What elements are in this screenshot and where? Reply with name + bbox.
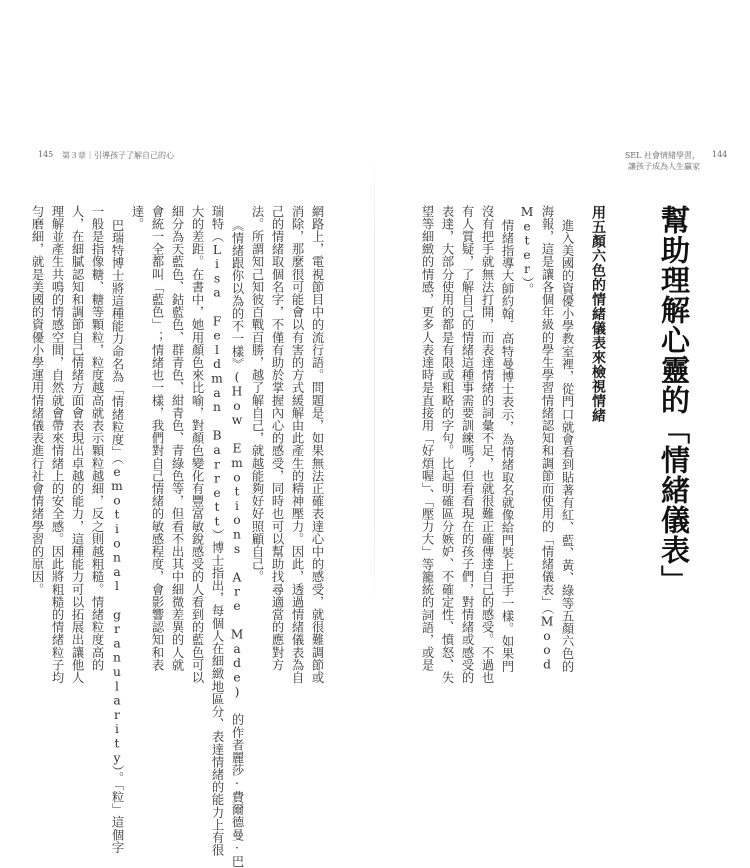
left-page-number: 145 <box>38 150 54 159</box>
text-column: 瑞特（Lisa Feldman Barrett）博士指出，每個人在細緻地區分、表達情緒的能力上有很 <box>210 205 224 857</box>
text-column: 沒有把手就無法打開，而表達情緒的詞彙不足，也就很難正確傳達自己的感受。不過也 <box>480 205 494 684</box>
text-column: Meter）。 <box>520 205 534 296</box>
text-column: 進入美國的資優小學教室裡，從門口就會看到貼著有紅、藍、黃、綠等五顏六色的 <box>560 219 574 673</box>
text-column: 法。所謂知己知彼百戰百勝，越了解自己，就越能夠好好照顧自己。 <box>250 205 264 583</box>
text-column: 理解並產生共鳴的情感空間，自然就會帶來情緒上的安全感。因此將粗糙的情緒粒子均 <box>50 205 64 684</box>
right-page-number: 144 <box>712 150 728 159</box>
text-column: 人，在細膩認知和調節自己情緒方面會表現出卓越的能力，這種能力可以拓展出讓他人 <box>70 205 84 684</box>
subheading: 用五顏六色的情緒儀表來檢視情緒 <box>590 205 606 423</box>
right-running-title <box>625 150 700 172</box>
running-title-line: 讓孩子成為人生贏家 <box>628 162 700 171</box>
text-column: 巴瑞特博士將這種能力命名為「情緒粒度」（emotional granularity）。「粒」這個字 <box>110 219 124 854</box>
text-column: 網路上，電視節目中的流行語。問題是，如果無法正確表達心中的感受，就很難調節或 <box>310 205 324 684</box>
text-column: 望等細緻的情感，更多人表達時是直接用「好煩喔」、「壓力大」等籠統的詞語，或是 <box>420 205 434 672</box>
text-column: 細分為天藍色、鈷藍色、群青色、紺青色、青綠色等，但看不出其中細微差異的人就 <box>170 205 184 672</box>
text-column: 達。 <box>130 205 144 231</box>
running-title-line: SEL 社會情緒學習， <box>624 151 700 160</box>
text-column: 情緒指導大師約翰．高特曼博士表示，為情緒取名就像給門裝上把手一樣。如果門 <box>500 219 514 673</box>
text-column: 會統一全都叫「藍色」；情緒也一樣，我們對自己情緒的敏感程度，會影響認知和表 <box>150 205 164 672</box>
text-column: 消除，那麼很可能會以有害的方式緩解由此產生的精神壓力。因此，透過情緒儀表為自 <box>290 205 304 684</box>
text-column: 一般是指像糖、糖等顆粒，粒度越高就表示顆粒越細，反之則越粗糙。情緒粒度高的 <box>90 205 104 672</box>
text-column: 有人質疑，了解自己的情緒這種事需要訓練嗎？但看看現在的孩子們，對情緒或感受的 <box>460 205 474 684</box>
text-column: 己的情緒取個名字，不僅有助於掌握內心的感受，同時也可以幫助找尋適當的應對方 <box>270 205 284 672</box>
text-column: 大的差距。在書中，她用顏色來比喻，對顏色變化有豐富敏銳感受的人看到的藍色可以 <box>190 205 204 684</box>
page-gutter <box>374 150 375 610</box>
section-title: 幫助理解心靈的「情緒儀表」 <box>657 205 691 595</box>
text-column: 《情緒跟你以為的不一樣》(How Emotions Are Made) 的作者麗莎·費爾德曼·巴 <box>230 219 244 868</box>
text-column: 海報，這是讓各個年級的學生學習情緒認知和調節而使用的「情緒儀表」（Mood <box>540 205 554 672</box>
text-column: 表達，大部分使用的都是有限或粗略的字句。比起明確區分嫉妒、不確定性、憤怒、失 <box>440 205 454 684</box>
text-column: 勻磨細，就是美國的資優小學運用情緒儀表進行社會情緒學習的原因。 <box>30 205 44 596</box>
left-chapter-head: 第３章｜引導孩子了解自己的心 <box>62 151 174 160</box>
